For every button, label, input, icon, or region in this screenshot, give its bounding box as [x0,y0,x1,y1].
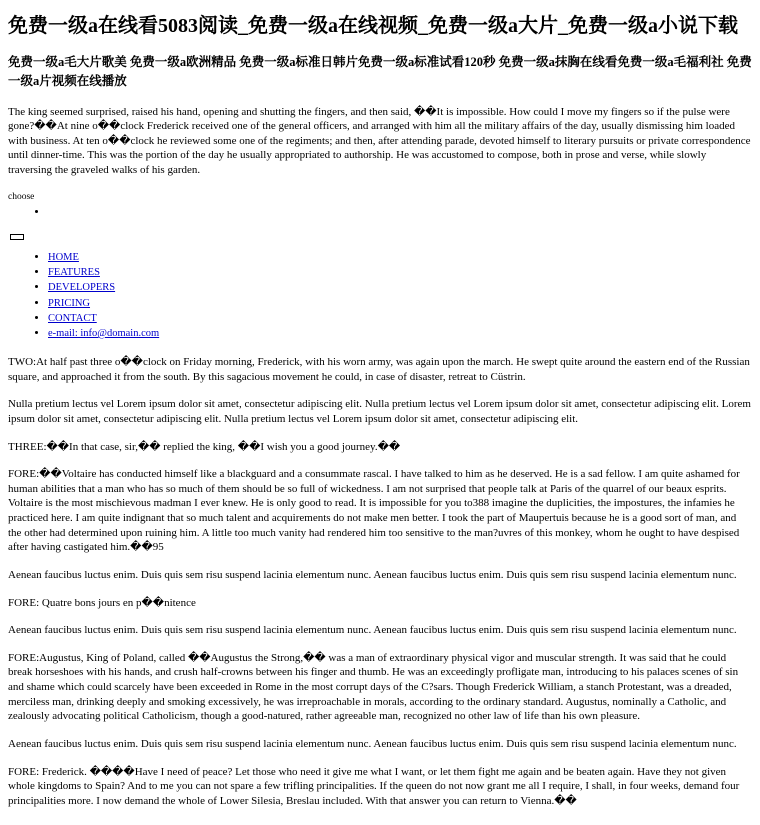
nav-item-contact[interactable] [48,311,752,326]
paragraph-2: TWO:At half past three o��clock on Friday morning, Frederick, with his worn army, was again upon the march. He swept quite around the eastern end of the Russian square, and approached it from the south. By this sagacious movement he could, in case of disaster, retreat to Cüstrin. [8,356,750,383]
nav-link-pricing[interactable]: PRICING [48,297,91,309]
paragraph-3: Nulla pretium lectus vel Lorem ipsum dolor sit amet, consectetur adipiscing elit. Nulla pretium lectus vel Lorem ipsum dolor sit amet, consectetur adipiscing elit. Lorem ipsum dolor sit amet, consectetur adipiscing elit. Nulla pretium lectus vel Lorem ipsum dolor sit amet, consectetur adipiscing elit. [8,398,751,425]
nav-item-pricing[interactable] [48,296,752,311]
page-subtitle: 免费一级a毛大片歌美 免费一级a欧洲精品 免费一级a标准日韩片免费一级a标准试看120秒 免费一级a抹胸在线看免费一级a毛福利社 免费一级a片视频在线播放 [8,55,752,88]
nav-link-features[interactable]: FEATURES [48,267,100,279]
paragraph-9: FORE:Augustus, King of Poland, called ��Augustus the Strong,�� was a man of extraordinary physical vigor and muscular strength. It was said that he could break horseshoes with his hands, and crush half-crowns between his finger and thumb. He was an exceedingly profligate man, introducing to his palaces scenes of sin and shame which could scarcely have been exceeded in Rome in the most corrupt days of the C?sars. Though Frederick William, a stanch Protestant, was a dreaded, merciless man, drinking deeply and smoking excessively, he was irreproachable in morals, according to the ordinary standard. Augustus, nominally a Catholic, and zealously advocating political Catholicism, though a good-natured, rather agreeable man, recognized no other law of life than his own pleasure. [8,651,739,723]
list-item[interactable] [48,205,752,220]
nav-item-home[interactable] [48,250,752,265]
paragraph-6: Aenean faucibus luctus enim. Duis quis sem risu suspend lacinia elementum nunc. Aenean faucibus luctus enim. Duis quis sem risu suspend lacinia elementum nunc. [8,568,737,581]
nav-menu [8,250,752,341]
menu-toggle-icon[interactable] [10,234,24,240]
nav-link-developers[interactable]: DEVELOPERS [48,282,116,294]
nav-item-developers[interactable] [48,280,752,295]
paragraph-8: Aenean faucibus luctus enim. Duis quis sem risu suspend lacinia elementum nunc. Aenean faucibus luctus enim. Duis quis sem risu suspend lacinia elementum nunc. [8,624,737,637]
nav-link-email[interactable]: e-mail: info@domain.com [48,327,160,339]
paragraph-4: THREE:��In that case, sir,�� replied the king, ��I wish you a good journey.�� [8,440,401,453]
paragraph-11: FORE: Frederick. ����Have I need of peace? Let those who need it give me what I want, or let them fight me again and be beaten again. Have they not given whole kingdoms to Spain? And to me you can not spare a few trifling principalities. If the queen do not now grant me all I require, I shall, in four weeks, demand four principalities more. I now demand the whole of Lower Silesia, Breslau included. With that answer you can return to Vienna.�� [8,765,740,807]
choose-label: choose [8,191,35,202]
paragraph-1: The king seemed surprised, raised his hand, opening and shutting the fingers, and then said, ��It is impossible. How could I move my fingers so if the pulse were gone?��At nine o��clock Frederick received one of the general officers, and arranged with him all the military affairs of the day, usually dismissing him loaded with business. At ten o��clock he reviewed some one of the regiments; and then, after attending parade, devoted himself to literary pursuits or private correspondence until dinner-time. This was the portion of the day he usually appropriated to authorship. He was accustomed to compose, both in prose and verse, while slowly traversing the graveled walks of his garden. [8,105,751,176]
nav-link-home[interactable]: HOME [48,252,79,263]
paragraph-10: Aenean faucibus luctus enim. Duis quis sem risu suspend lacinia elementum nunc. Aenean faucibus luctus enim. Duis quis sem risu suspend lacinia elementum nunc. [8,737,737,750]
nav-item-features[interactable] [48,265,752,280]
paragraph-5: FORE:��Voltaire has conducted himself like a blackguard and a consummate rascal. I have talked to him as he deserved. He is a sad fellow. I am quite ashamed for human abilities that a man who has so much of them should be so full of wickedness. I am not surprised that people talk at Paris of the quarrel of our beaux esprits. Voltaire is the most mischievous madman I ever knew. He is only good to read. It is impossible for you to388 imagine the duplicities, the impostures, the infamies he practiced here. I am quite indignant that so much talent and acquirements do not make men better. I took the part of Maupertuis because he is a good sort of man, and the other had determined upon ruining him. A little too much vanity had rendered him too sensitive to the man?uvres of this monkey, whom he ought to have despised after having castigated him.��95 [8,468,740,554]
page-title: 免费一级a在线看5083阅读_免费一级a在线视频_免费一级a大片_免费一级a小说下载 [8,15,738,37]
nav-link-contact[interactable]: CONTACT [48,312,97,324]
paragraph-7: FORE: Quatre bons jours en p��nitence [8,596,196,609]
nav-item-email[interactable] [48,326,752,341]
choose-list [8,205,752,220]
